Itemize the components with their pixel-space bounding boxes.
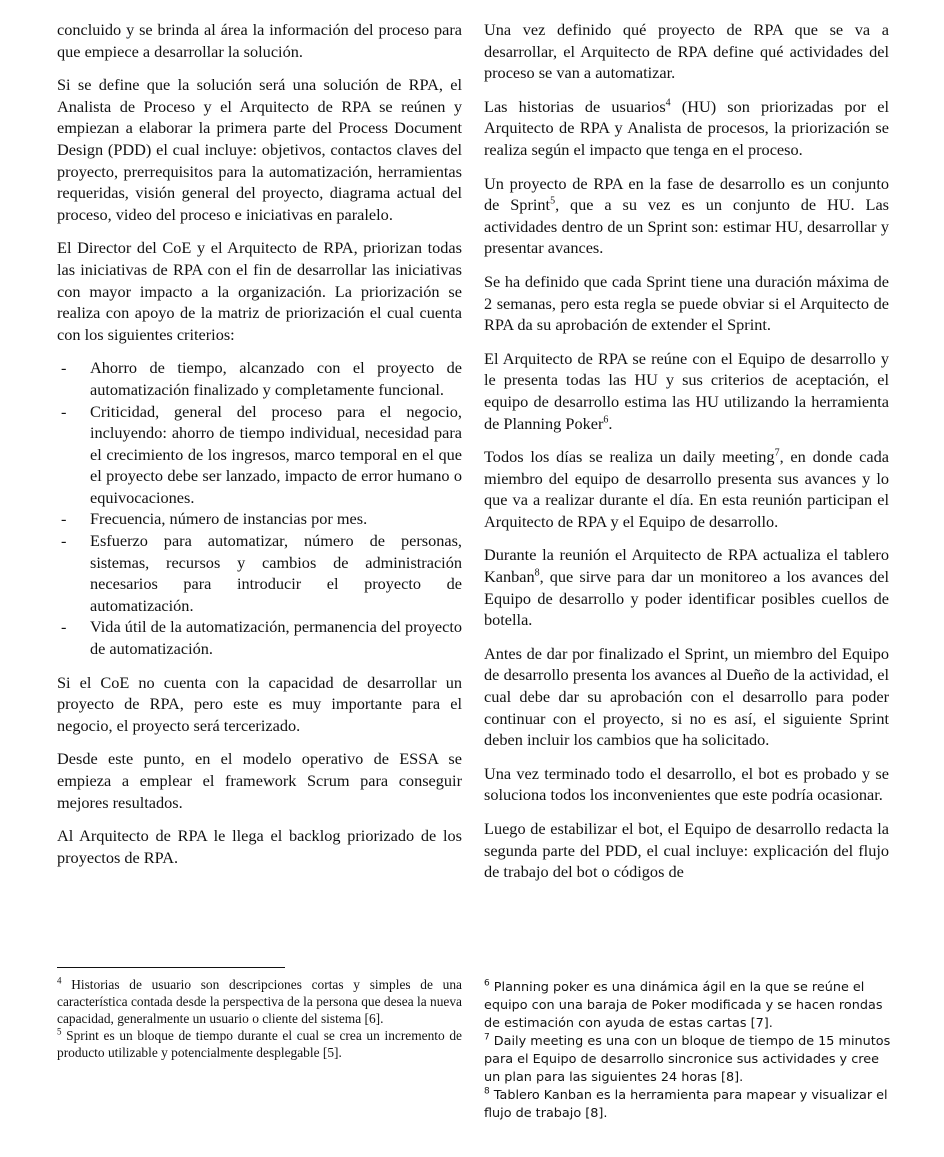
footnote-number: 6	[484, 978, 490, 989]
paragraph-text: , que sirve para dar un monitoreo a los avances del Equipo de desarrollo y poder identificar posibles cuellos de botella.	[484, 567, 889, 630]
footnote-text: Sprint es un bloque de tiempo durante el cual se crea un incremento de producto utilizable y potencialmente desplegable [5].	[57, 1027, 462, 1060]
paragraph: Se ha definido que cada Sprint tiene una duración máxima de 2 semanas, pero esta regla se puede obviar si el Arquitecto de RPA da su aprobación de extender el Sprint.	[484, 271, 889, 335]
list-item-text: Criticidad, general del proceso para el negocio, incluyendo: ahorro de tiempo individual, necesidad para el crecimiento de los ingresos, marco temporal en el que el proyecto debe ser lanzado, impacto de error humano o equivocaciones.	[90, 401, 462, 507]
footnote-text: Historias de usuario son descripciones cortas y simples de una característica contada desde la perspectiva de la persona que desea la nueva capacidad, generalmente un usuario o cliente del sistema [6].	[57, 977, 462, 1026]
paragraph: Una vez terminado todo el desarrollo, el bot es probado y se soluciona todos los inconvenientes que este podría ocasionar.	[484, 763, 889, 805]
paragraph-text: , que a su vez es un conjunto de HU. Las actividades dentro de un Sprint son: estimar HU, desarrollar y presentar avances.	[484, 195, 890, 258]
bullet-dash: -	[61, 401, 67, 421]
footnote-ref: 4	[665, 97, 671, 109]
footnotes-right	[484, 979, 892, 1123]
list-item	[57, 357, 462, 400]
paragraph	[484, 173, 889, 259]
paragraph: Luego de estabilizar el bot, el Equipo de desarrollo redacta la segunda parte del PDD, el cual incluye: explicación del flujo de trabajo del bot o códigos de	[484, 819, 889, 882]
footnote-ref: 8	[534, 567, 540, 579]
footnotes-left	[57, 977, 462, 1062]
footnote-ref: 7	[774, 447, 780, 459]
list-item	[57, 616, 462, 659]
paragraph: Desde este punto, en el modelo operativo de ESSA se empieza a emplear el framework Scrum para conseguir mejores resultados.	[57, 749, 462, 812]
footnote	[484, 1087, 892, 1123]
paragraph-text: Todos los días se realiza un daily meeting	[484, 447, 775, 467]
footnote-text: Tablero Kanban es la herramienta para mapear y visualizar el flujo de trabajo [8].	[484, 1088, 888, 1121]
bullet-dash: -	[61, 531, 67, 551]
footnote	[484, 979, 892, 1033]
paragraph-text: El Arquitecto de RPA se reúne con el Equipo de desarrollo y le presenta todas las HU y sus criterios de aceptación, el equipo de desarrollo estima las HU utilizando la herramienta de Planning Poker	[484, 348, 889, 433]
footnote-ref: 5	[550, 195, 556, 207]
right-column	[484, 19, 889, 895]
list-item	[57, 530, 462, 616]
footnote	[57, 1028, 462, 1062]
paragraph	[484, 96, 889, 161]
footnote-text: Daily meeting es una con un bloque de tiempo de 15 minutos para el Equipo de desarrollo sincronice sus actividades y cree un plan para las siguientes 24 horas [8].	[484, 1034, 891, 1085]
paragraph-text: .	[608, 413, 613, 433]
paragraph: concluido y se brinda al área la información del proceso para que empiece a desarrollar la solución.	[57, 20, 462, 61]
paragraph-text: Las historias de usuarios	[484, 96, 666, 116]
paragraph: Al Arquitecto de RPA le llega el backlog priorizado de los proyectos de RPA.	[57, 826, 462, 867]
list-item	[57, 401, 462, 509]
footnote	[484, 1033, 892, 1087]
list-item-text: Ahorro de tiempo, alcanzado con el proyecto de automatización finalizado y completamente funcional.	[90, 358, 462, 399]
paragraph-text: Un proyecto de RPA en la fase de desarrollo es un conjunto de Sprint	[484, 173, 889, 215]
footnote-text: Planning poker es una dinámica ágil en la que se reúne el equipo con una baraja de Poker modificada y se hacen rondas de estimación con ayuda de estas cartas [7].	[484, 980, 883, 1031]
paragraph-text: Durante la reunión el Arquitecto de RPA actualiza el tablero Kanban	[484, 545, 889, 587]
list-item	[57, 508, 462, 530]
bullet-dash: -	[61, 617, 67, 637]
left-column	[57, 19, 462, 880]
footnote-number: 5	[57, 1026, 62, 1037]
criteria-list	[57, 357, 462, 659]
paragraph	[484, 348, 889, 434]
footnote	[57, 977, 462, 1028]
bullet-dash: -	[61, 358, 67, 378]
paragraph: Una vez definido qué proyecto de RPA que se va a desarrollar, el Arquitecto de RPA define qué actividades del proceso se van a automatizar.	[484, 20, 889, 83]
list-item-text: Frecuencia, número de instancias por mes.	[90, 509, 368, 529]
footnote-number: 4	[57, 975, 62, 986]
paragraph: Si el CoE no cuenta con la capacidad de desarrollar un proyecto de RPA, pero este es muy importante para el negocio, el proyecto será tercerizado.	[57, 672, 462, 735]
list-item-text: Vida útil de la automatización, permanencia del proyecto de automatización.	[90, 617, 462, 659]
paragraph: El Director del CoE y el Arquitecto de RPA, priorizan todas las iniciativas de RPA con el fin de desarrollar las iniciativas con mayor impacto a la organización. La priorización se realiza con apoyo de la matriz de priorización el cual cuenta con los siguientes criterios:	[57, 238, 462, 344]
paragraph: Si se define que la solución será una solución de RPA, el Analista de Proceso y el Arquitecto de RPA se reúnen y empiezan a elaborar la primera parte del Process Document Design (PDD) el cual incluye: objetivos, contactos claves del proyecto, prerrequisitos para la automatización, herramientas requeridas, visión general del proyecto, diagrama actual del proceso, video del proceso e iniciativas en paralelo.	[57, 75, 462, 224]
footnote-number: 7	[484, 1032, 490, 1043]
paragraph	[484, 446, 889, 532]
paragraph-text: (HU) son priorizadas por el Arquitecto de RPA y Analista de procesos, la priorización se realiza según el impacto que tenga en el proceso.	[484, 96, 890, 159]
bullet-dash: -	[61, 509, 67, 529]
list-item-text: Esfuerzo para automatizar, número de personas, sistemas, recursos y cambios de administración necesarios para introducir el proyecto de automatización.	[90, 531, 462, 615]
paragraph-text: , en donde cada miembro del equipo de desarrollo presenta sus avances y lo que va a realizar durante el día. En esta reunión participan el Arquitecto de RPA y el Equipo de desarrollo.	[484, 447, 889, 531]
footnote-number: 8	[484, 1086, 490, 1097]
paragraph: Antes de dar por finalizado el Sprint, un miembro del Equipo de desarrollo presenta los avances al Dueño de la actividad, el cual debe dar su aprobación con el desarrollo para poder continuar con el proyecto, si no es así, el siguiente Sprint deben incluir los cambios que ha solicitado.	[484, 643, 889, 750]
paragraph	[484, 544, 889, 630]
footnote-separator	[57, 967, 285, 968]
footnote-ref: 6	[603, 414, 609, 426]
